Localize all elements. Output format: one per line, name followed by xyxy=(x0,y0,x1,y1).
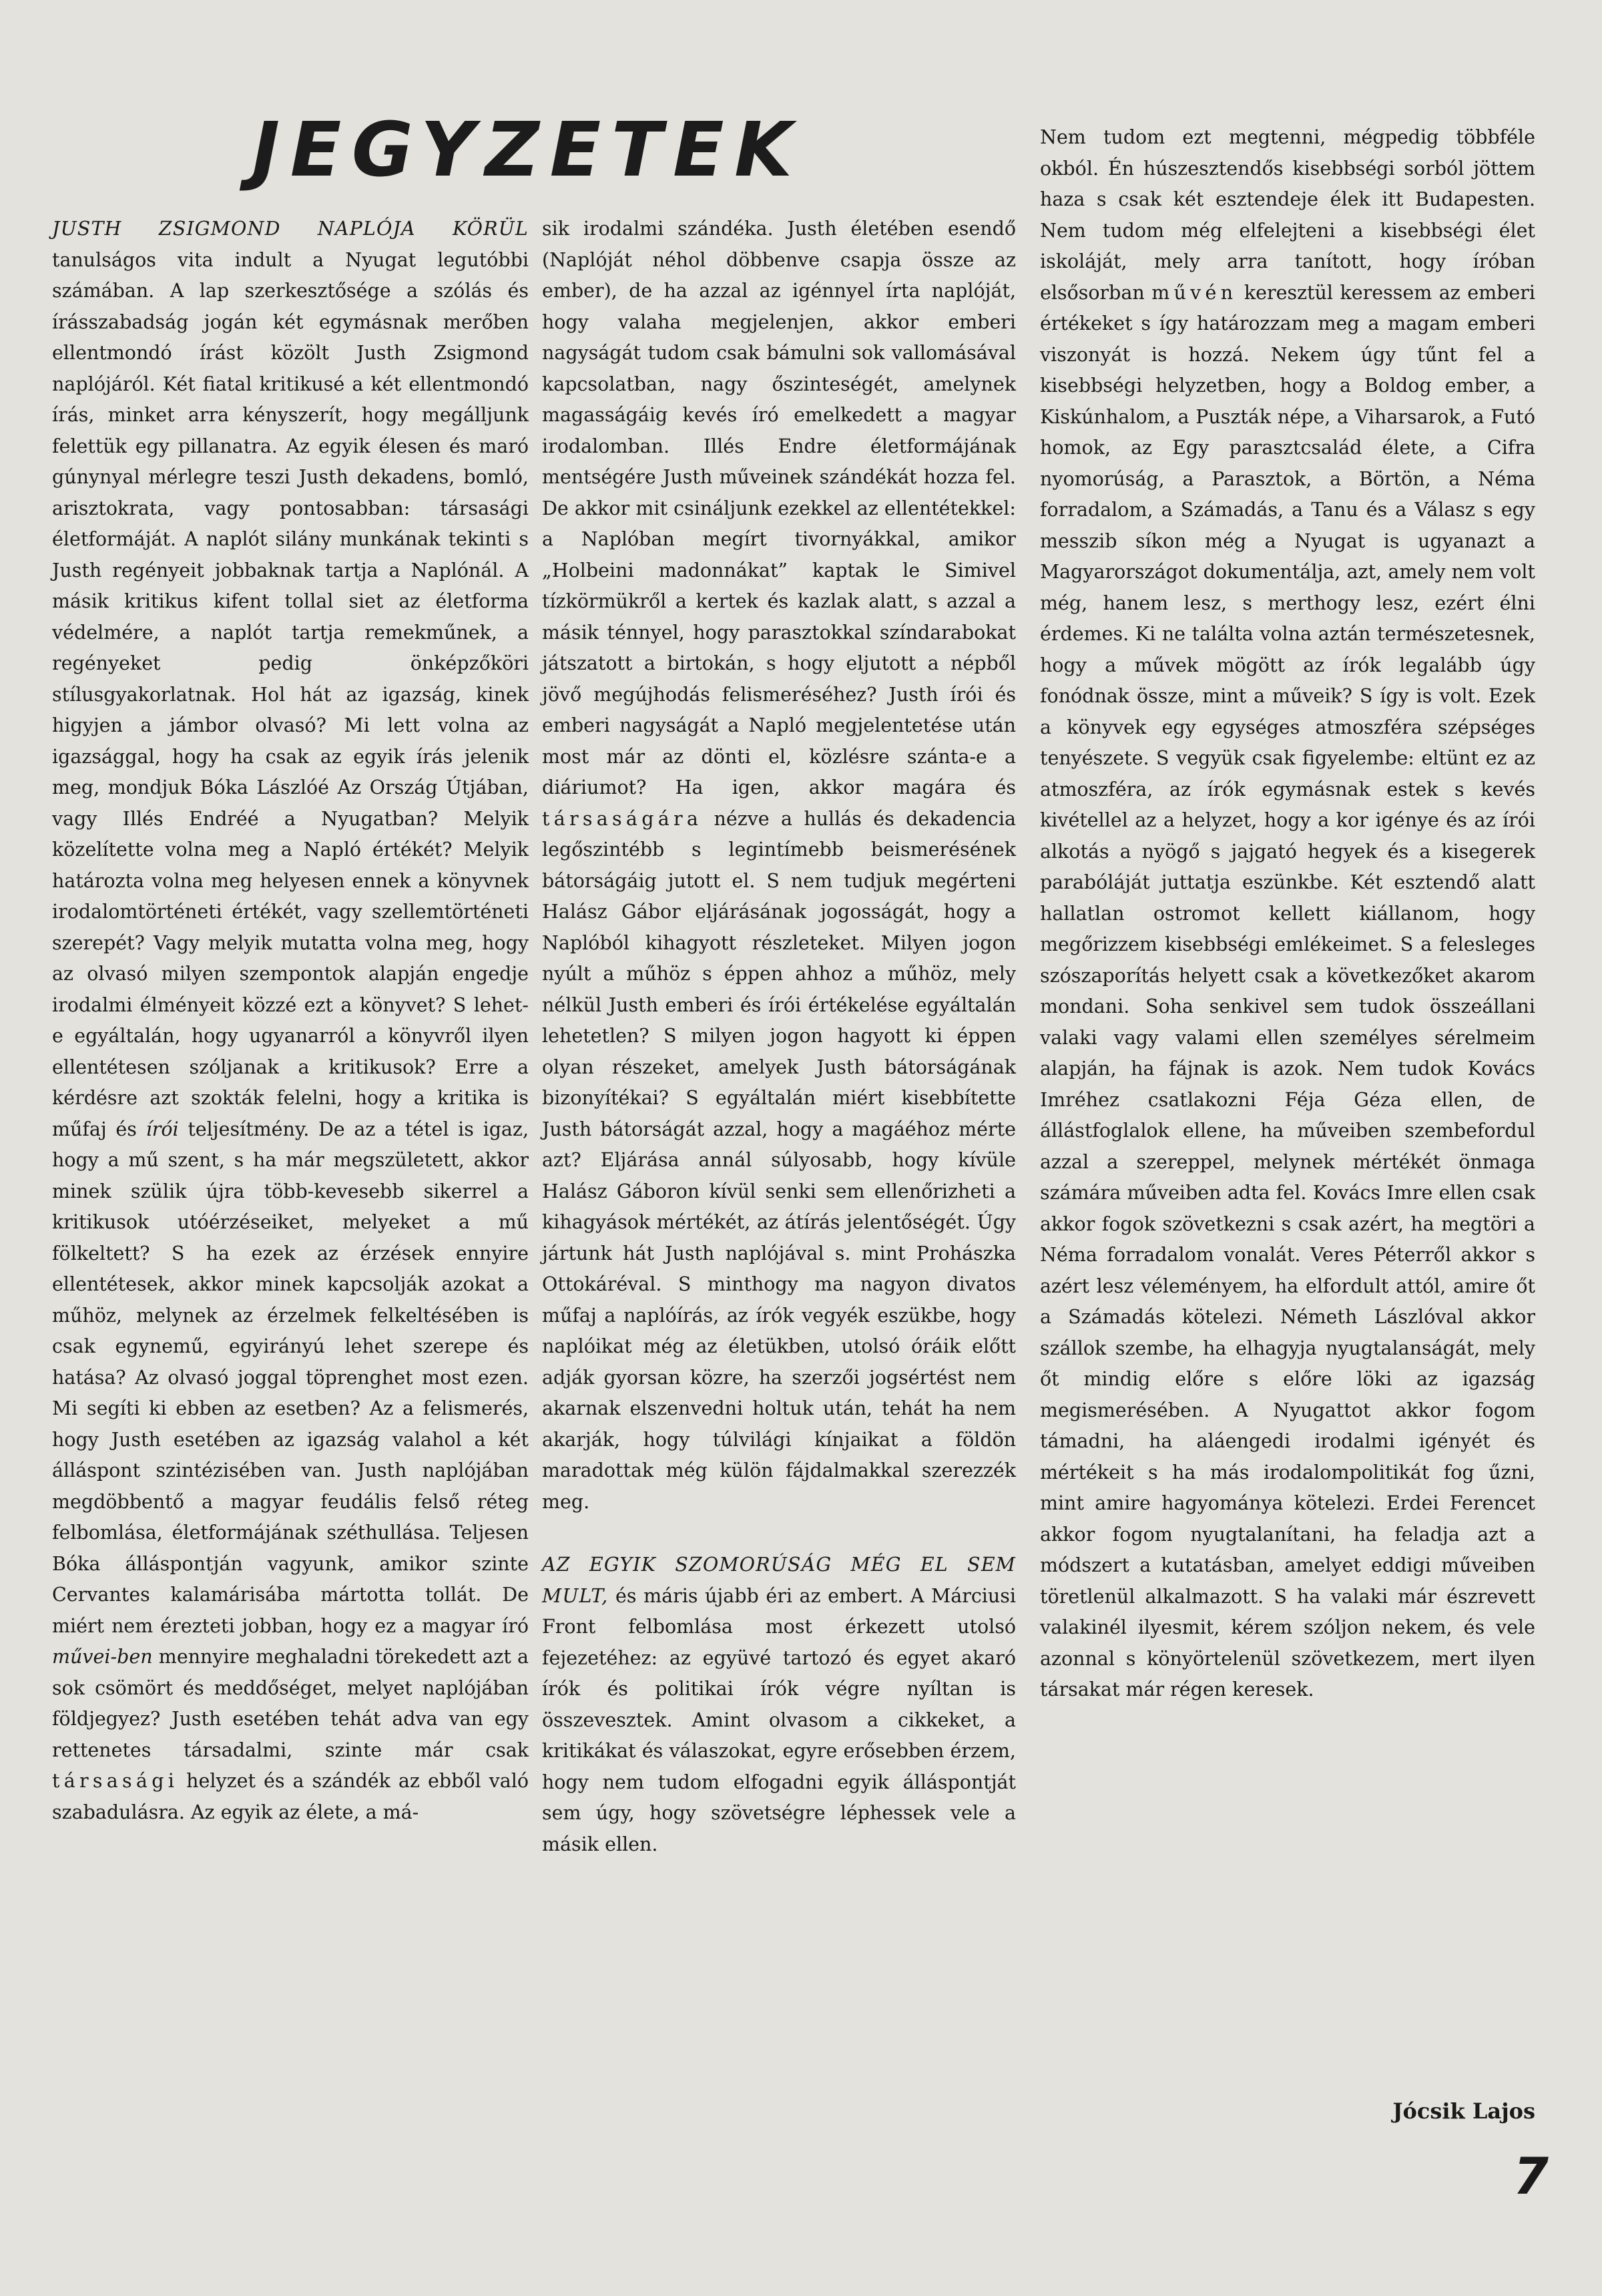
paragraph-text: Nem tudom ezt megtenni, mégpedig többféle okból. Én húszesztendős kisebbségi sorból jöttem haza s csak két esztendeje élek itt Budapesten. Nem tudom még elfelejteni a kisebbségi élet iskoláját, mely arra tanított, hogy íróban elsősorban xyxy=(1040,126,1535,304)
paragraph-text: keresztül keressem az emberi értékeket s így határozzam meg a magam emberi viszonyát is hozzá. Nekem úgy tűnt fel a kisebbségi helyzetben, hogy a Boldog ember, a Kiskúnhalom, a Puszták népe, a Viharsarok, a Futó homok, az Egy parasztcsalád élete, a Cifra nyomorúság, a Parasztok, a Börtön, a Néma forradalom, a Számadás, a Tanu és a Válasz s egy messzib síkon még a Nyugat is ugyanazt a Magyarországot dokumentálja, azt, amely nem volt még, hanem lesz, s merthogy lesz, ezért élni érdemes. Ki ne találta volna aztán természetesnek, hogy a művek mögött az írók legalább úgy fonódnak össze, mint a műveik? S így is volt. Ezek a könyvek egy egységes atmoszféra szépséges tenyészete. S vegyük csak figyelembe: eltünt ez az atmoszféra, az írók egymásnak estek s kevés kivétellel az a helyzet, hogy a kor igénye és az írói alkotás a nyögő s jajgató hegyek és a kisegerek parabóláját juttatja eszünkbe. Két esztendő alatt hallatlan ostromot kellett kiállanom, hogy megőrizzem kisebbségi emlékeimet. S a felesleges szószaporítás helyett csak a következőket akarom mondani. Soha senkivel sem tudok összeállani valaki vagy valami ellen személyes sérelmeim alapján, ha fájnak is azok. Nem tudok Kovács Imréhez csatlakozni Féja Géza ellen, de állástfoglalok ellene, ha műveiben szembefordul azzal a szereppel, melynek mértékét önmaga számára műveiben adta fel. Kovács Imre ellen csak akkor fogok szövetkezni s csak azért, ha megtöri a Néma forradalom vonalát. Veres Péterről akkor s azért lesz véleményem, ha elfordult attól, amire őt a Számadás kötelezi. Németh Lászlóval akkor szállok szembe, ha elhagyja nyugtalanságát, mely őt mindig előre s előre löki az igazság megismerésében. A Nyugattot akkor fogom támadni, ha aláengedi irodalmi igényét és mértékeit s ha más irodalompolitikát fog űzni, mint amire hagyománya kötelezi. Erdei Ferencet akkor fogom nyugtalanítani, ha feladja azt a módszert a kutatásban, amelyet eddigi műveiben töretlenül alkalmazott. S ha valaki már észrevett valakinél ilyesmit, kérem szóljon nekem, és vele azonnal s könyörtelenül szövetkezem, mert ilyen társakat már régen keresek. xyxy=(1040,281,1536,1700)
paragraph-text: és máris újabb éri az embert. A Márciusi Front felbomlása most érkezett utolsó fejezetéhez: az együvé tartozó és egyet akaró írók és politikai írók végre nyíltan is összevesztek. Amint olvasom a cikkeket, a kritikákat és válaszokat, egyre erősebben érzem, hogy nem tudom elfogadni egyik álláspontját sem úgy, hogy szövetségre léphessek vele a másik ellen. xyxy=(542,1584,1017,1855)
spaced-word: művén xyxy=(1151,281,1238,304)
column-1 xyxy=(52,214,529,1828)
paragraph-text: mennyire meghaladni törekedett azt a sok csömört és meddőséget, melyet naplójában földjegyez? Justh esetében tehát adva van egy rettenetes társadalmi, szinte már csak xyxy=(52,1646,529,1761)
paragraph xyxy=(1040,122,1535,1706)
section-lead: JUSTH ZSIGMOND NAPLÓJA KÖRÜL xyxy=(52,218,529,240)
paragraph-text: nézve a hullás és dekadencia legőszintébb s legintímebb beismerésének bátorságáig jutott el. S nem tudjuk megérteni Halász Gábor eljárásának jogosságát, hogy a Naplóból kihagyott részleteket. Milyen jogon nyúlt a műhöz s éppen ahhoz a műhöz, mely nélkül Justh emberi és írói értékelése egyáltalán lehetetlen? S milyen jogon hagyott ki éppen olyan részeket, amelyek Justh bátorságának bizonyítékai? S egyáltalán miért kisebbítette Justh bátorságát azzal, hogy a magáéhoz mérte azt? Eljárása annál súlyosabb, hogy kívüle Halász Gáboron kívül senki sem ellenőrizheti a kihagyások mértékét, az átírás jelentőségét. Úgy jártunk hát Justh naplójával s. mint Prohászka Ottokáréval. S minthogy ma nagyon divatos műfaj a naplóírás, az írók vegyék eszükbe, hogy naplóikat még az életükben, utolsó óráik előtt adják gyorsan közre, ha szerzői jogsértést nem akarnak elszenvedni holtuk után, tehát ha nem akarják, hogy túlvilági kínjaikat a földön maradottak még külön fájdalmakkal szerezzék meg. xyxy=(542,807,1016,1513)
spaced-word: társasági xyxy=(52,1770,179,1792)
emphasis: írói xyxy=(146,1118,179,1140)
paragraph-text: helyzet és a szándék az ebből való szabadulásra. Az egyik az élete, a má- xyxy=(52,1770,529,1823)
emphasis: művei-ben xyxy=(52,1646,153,1668)
paragraph xyxy=(542,214,1016,1518)
page-number: 7 xyxy=(1513,2146,1549,2206)
column-2 xyxy=(542,214,1016,1860)
paragraph xyxy=(52,214,529,1828)
column-3 xyxy=(1040,122,1535,1706)
paragraph xyxy=(542,1550,1016,1860)
spaced-word: társaságára xyxy=(542,807,703,830)
author-signature: Jócsik Lajos xyxy=(1392,2098,1535,2124)
page-title: JEGYZETEK xyxy=(252,107,803,194)
paragraph-text: teljesítmény. De az a tétel is igaz, hogy a mű szent, s ha már megszületett, akkor minek szülik újra több-kevesebb sikerrel a kritikusok utóérzéseiket, melyeket a mű fölkeltett? S ha ezek az érzések ennyire ellentétesek, akkor minek kapcsolják azokat a műhöz, melynek az érzelmek felkeltésében is csak egynemű, egyirányú lehet szerepe és hatása? Az olvasó joggal töprenghet most ezen. Mi segíti ki ebben az esetben? Az a felismerés, hogy Justh esetében az igazság valahol a két álláspont szintézisében van. Justh naplójában megdöbbentő a magyar feudális felső réteg felbomlása, életformájának széthullása. Teljesen Bóka álláspontján vagyunk, amikor szinte Cervantes kalamárisába mártotta tollát. De miért nem érezteti jobban, hogy ez a magyar író xyxy=(52,1118,529,1637)
paragraph-text: tanulságos vita indult a Nyugat legutóbbi számában. A lap szerkesztősége a szólás és írásszabadság jogán két egymásnak merőben ellentmondó írást közölt Justh Zsigmond naplójáról. Két fiatal kritikusé a két ellentmondó írás, minket arra kényszerít, hogy megálljunk felettük egy pillanatra. Az egyik élesen és maró gúnynyal mérlegre teszi Justh dekadens, bomló, arisztokrata, vagy pontosabban: társasági életformáját. A naplót silány munkának tekinti s Justh regényeit jobbaknak tartja a Naplónál. A másik kritikus kifent tollal siet az életforma védelmére, a naplót tartja remekműnek, a regényeket pedig önképzőköri stílusgyakorlatnak. Hol hát az igazság, kinek higyjen a jámbor olvasó? Mi lett volna az igazsággal, hogy ha csak az egyik írás jelenik meg, mondjuk Bóka Lászlóé Az Ország Útjában, vagy Illés Endréé a Nyugatban? Melyik közelítette volna meg a Napló értékét? Melyik határozta volna meg helyesen ennek a könyvnek irodalomtörténeti értékét, vagy szellemtörténeti szerepét? Vagy melyik mutatta volna meg, hogy az olvasó milyen szempontok alapján engedje irodalmi élményeit közzé ezt a könyvet? S lehet-e egyáltalán, hogy ugyanarról a könyvről ilyen ellentétesen szóljanak a kritikusok? Erre a kérdésre azt szokták felelni, hogy a kritika is műfaj és xyxy=(52,248,529,1140)
section-lead: AZ EGYIK SZOMORÚSÁG MÉG EL SEM MULT, xyxy=(542,1554,1016,1607)
paragraph-text: sik irodalmi szándéka. Justh életében esendő (Naplóját néhol döbbenve csapja össze az ember), de ha azzal az igénnyel írta naplóját, hogy valaha megjelenjen, akkor emberi nagyságát tudom csak bámulni sok vallomásával kapcsolatban, nagy őszinteségét, amelynek magasságáig kevés író emelkedett a magyar irodalomban. Illés Endre életformájának mentségére Justh műveinek szándékát hozza fel. De akkor mit csináljunk ezekkel az ellentétekkel: a Naplóban megírt tivornyákkal, amikor „Holbeini madonnákat” kaptak le Simivel tízkörmükről a kertek és kazlak alatt, s azzal a másik ténnyel, hogy parasztokkal színdarabokat játszatott a birtokán, s hogy eljutott a népből jövő megújhodás felismeréséhez? Justh írói és emberi nagyságát a Napló megjelentetése után most már az dönti el, közlésre szánta-e a diáriumot? Ha igen, akkor magára és xyxy=(542,218,1016,798)
